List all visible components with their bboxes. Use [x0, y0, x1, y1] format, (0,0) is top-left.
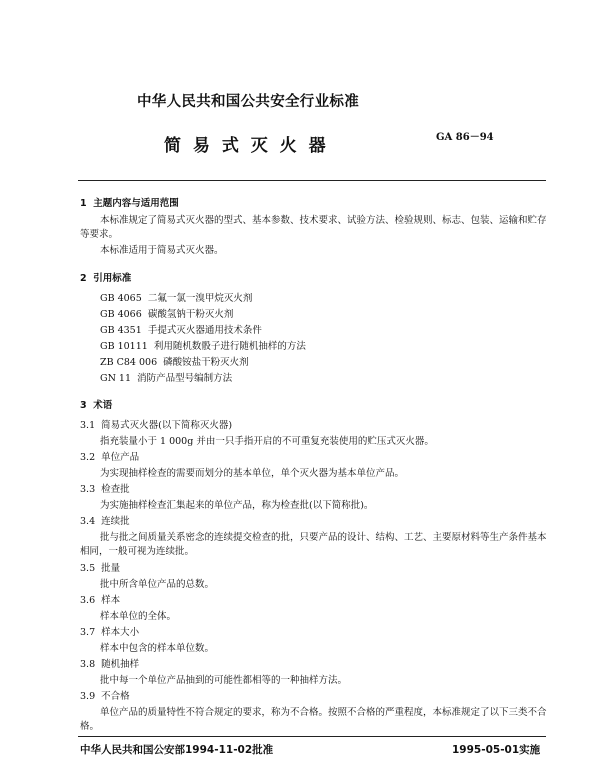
term-definition: 样本中包含的样本单位数。	[100, 643, 215, 654]
term-number: 3.2	[80, 452, 96, 463]
reference-item	[100, 293, 252, 305]
term-name: 随机抽样	[101, 659, 140, 670]
term-number: 3.6	[80, 595, 96, 606]
term-number: 3.4	[80, 516, 96, 527]
term-definition: 批中所含单位产品的总数。	[100, 579, 215, 590]
doc-title: 简 易 式 灭 火 器	[164, 136, 329, 156]
org-title: 中华人民共和国公共安全行业标准	[137, 94, 359, 110]
reference-item	[100, 325, 262, 337]
term-definition: 为实施抽样检查汇集起来的单位产品，称为检查批(以下简称批)。	[100, 500, 374, 511]
term-heading	[80, 563, 120, 575]
term-name: 连续批	[101, 516, 130, 527]
reference-code: GB 4351	[100, 325, 142, 336]
term-heading	[80, 659, 139, 671]
reference-item	[100, 341, 306, 353]
term-name: 不合格	[101, 691, 130, 702]
term-definition: 批中每一个单位产品抽到的可能性都相等的一种抽样方法。	[100, 675, 348, 686]
reference-name: 磷酸铵盐干粉灭火剂	[163, 357, 249, 368]
term-heading	[80, 595, 120, 607]
term-name: 样本	[101, 595, 121, 606]
term-number: 3.8	[80, 659, 96, 670]
term-heading	[80, 484, 130, 496]
section-1-scope: 本标准适用于简易式灭火器。	[100, 245, 224, 256]
term-heading	[80, 420, 232, 432]
section-number: 3	[80, 400, 87, 411]
reference-item	[100, 309, 233, 321]
reference-name: 手提式灭火器通用技术条件	[147, 325, 262, 336]
reference-name: 二氟一氯一溴甲烷灭火剂	[147, 293, 253, 304]
term-heading	[80, 627, 139, 639]
term-name: 样本大小	[101, 627, 140, 638]
section-number: 1	[80, 198, 87, 209]
term-definition: 指充装量小于 1 000g 并由一只手指开启的不可重复充装使用的贮压式灭火器。	[100, 436, 434, 447]
term-number: 3.5	[80, 563, 96, 574]
section-title: 术语	[93, 400, 113, 411]
term-name: 批量	[101, 563, 121, 574]
implementation-date: 1995-05-01实施	[452, 744, 541, 756]
term-heading	[80, 516, 130, 528]
section-1-paragraph: 本标准规定了简易式灭火器的型式、基本参数、技术要求、试验方法、检验规则、标志、包装、运输和贮存等要求。	[80, 215, 547, 240]
reference-name: 利用随机数骰子进行随机抽样的方法	[153, 341, 306, 352]
reference-code: GB 4065	[100, 293, 142, 304]
section-3-heading	[80, 397, 112, 411]
reference-name: 消防产品型号编制方法	[137, 373, 233, 384]
section-title: 引用标准	[93, 273, 132, 284]
term-definition: 为实现抽样检查的需要而划分的基本单位，单个灭火器为基本单位产品。	[100, 468, 405, 479]
term-name: 检查批	[101, 484, 130, 495]
term-definition: 单位产品的质量特性不符合规定的要求，称为不合格。按照不合格的严重程度，本标准规定了以下三类不合格。	[80, 707, 547, 732]
standard-code: GA 86－94	[436, 132, 494, 143]
reference-code: GB 4066	[100, 309, 142, 320]
reference-item	[100, 373, 232, 385]
term-name: 简易式灭火器(以下简称灭火器)	[101, 420, 233, 431]
section-title: 主题内容与适用范围	[93, 198, 179, 209]
term-definition: 批与批之间质量关系密念的连续提交检查的批，只要产品的设计、结构、工艺、主要原材料等生产条件基本相同，一般可视为连续批。	[80, 532, 547, 557]
term-number: 3.3	[80, 484, 96, 495]
approval-line: 中华人民共和国公安部1994-11-02批准	[80, 744, 274, 756]
term-definition: 样本单位的全体。	[100, 611, 177, 622]
section-number: 2	[80, 273, 87, 284]
term-heading	[80, 452, 139, 464]
term-name: 单位产品	[101, 452, 140, 463]
header-rule	[78, 180, 546, 181]
reference-code: GB 10111	[100, 341, 148, 352]
reference-code: ZB C84 006	[100, 357, 158, 368]
reference-name: 碳酸氢钠干粉灭火剂	[147, 309, 234, 320]
term-heading	[80, 691, 130, 703]
term-number: 3.7	[80, 627, 96, 638]
section-2-heading	[80, 270, 131, 284]
reference-code: GN 11	[100, 373, 132, 384]
term-number: 3.9	[80, 691, 96, 702]
term-number: 3.1	[80, 420, 96, 431]
reference-item	[100, 357, 249, 369]
footer-rule	[78, 736, 546, 737]
section-1-heading	[80, 195, 179, 209]
